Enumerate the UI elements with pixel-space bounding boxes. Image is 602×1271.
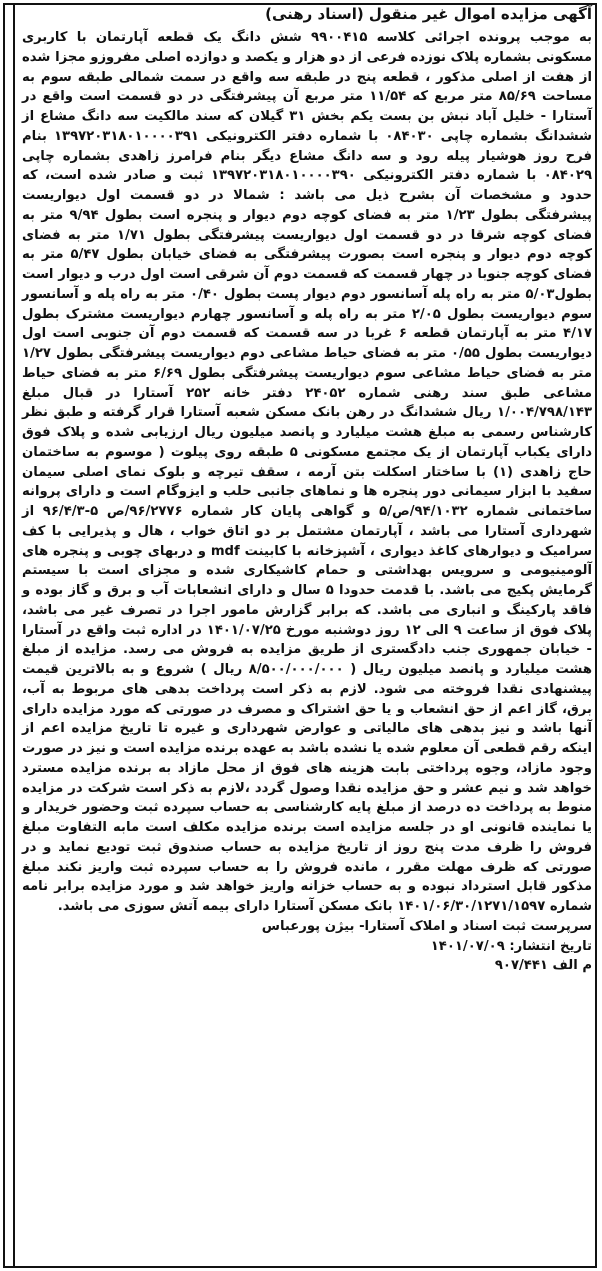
notice-publish-date: تاریخ انتشار: ۱۴۰۱/۰۷/۰۹ — [430, 938, 592, 954]
notice-body: به موجب پرونده اجرائی کلاسه ۹۹۰۰۴۱۵ شش دانگ یک قطعه آپارتمان با کاربری مسکونی بشماره پلاک نوزده فرعی از دو هزار و یکصد و دوازده اصلی مفروزو مجزا شده از هفت از اصلی مذکور ، قطعه پنج در طبقه سه واقع در سمت شمالی طبقه سوم به مساحت ۸۵/۶۹ متر مربع که ۱۱/۵۴ متر مربع آن پیشرفتگی در دو قسمت است واقع در آستارا - خلیل آباد نبش بن بست یکم بخش ۳۱ گیلان که سند مالکیت سه دانگ مشاع از ششدانگ بشماره چاپی ۰۸۴۰۳۰ با شماره دفتر الکترونیکی ۱۳۹۷۲۰۳۱۸۰۱۰۰۰۰۳۹۱ بنام فرح روز هوشیار پیله رود و سه دانگ مشاع دیگر بنام فرامرز زاهدی بشماره چاپی ۰۸۴۰۲۹ با شماره دفتر الکترونیکی ۱۳۹۷۲۰۳۱۸۰۱۰۰۰۰۳۹۰ ثبت و صادر شده است، که حدود و مشخصات آن بشرح ذیل می باشد : شمالا در دو قسمت اول دیواریست پیشرفتگی بطول ۱/۲۳ متر به فضای کوچه دوم دیوار و پنجره است بطول ۹/۹۴ متر به فضای کوچه شرقا در دو قسمت اول دیواریست پیشرفتگی بطول ۱/۷۱ متر به فضای کوچه دوم دیوار و پنجره است بصورت پیشرفتگی به فضای خیابان بطول ۵/۴۷ متر به فضای کوچه جنوبا در چهار قسمت که قسمت دوم آن شرقی است اول درب و دیوار است بطول۵/۰۳ متر به راه پله آسانسور دوم دیوار پست بطول ۰/۴۰ متر به راه پله و آسانسور سوم دیواریست بطول ۲/۰۵ متر به راه پله و آسانسور چهارم دیواریست مشترک بطول ۴/۱۷ متر به آپارتمان قطعه ۶ غربا در سه قسمت که قسمت دوم آن جنوبی است اول دیواریست بطول ۰/۵۵ متر به فضای حیاط مشاعی دوم دیواریست پیشرفتگی بطول ۱/۲۷ متر به فضای حیاط مشاعی سوم دیواریست پیشرفتگی بطول ۶/۶۹ متر به فضای حیاط مشاعی طبق سند رهنی شماره ۲۴۰۵۲ دفتر خانه ۲۵۲ آستارا در قبال مبلغ ۱/۰۰۴/۷۹۸/۱۴۳ ریال ششدانگ در رهن بانک مسکن شعبه آستارا قرار گرفته و طبق نظر کارشناس رسمی به مبلغ هشت میلیارد و پانصد میلیون ریال ارزیابی شده و پلاک فوق دارای یکباب آپارتمان از یک مجتمع مسکونی ۵ طبقه روی پیلوت ( موسوم به ساختمان حاج زاهدی (۱) با ساختار اسکلت بتن آرمه ، سقف تیرچه و بلوک نمای اصلی سیمان سفید با ابزار سیمانی دور پنجره ها و نماهای جانبی حلب و ایزوگام است و دارای پروانه ساختمانی شماره ۹۴/۱۰۳۲/ص/۵ و گواهی پایان کار شماره ۹۶/۲۷۷۶/ص ۵-۹۶/۴/۳ از شهرداری آستارا می باشد ، آپارتمان مشتمل بر دو اتاق خواب ، هال و پذیرایی با کف سرامیک و دیوارهای کاغذ دیواری ، آشپزخانه با کابینت mdf و دربهای چوبی و پنجره های آلومینیومی و سرویس بهداشتی و حمام کاشیکاری شده و مجزای است با سیستم گرمایش پکیج می باشد. با قدمت حدودا ۵ سال و دارای انشعابات آب و برق و گاز بوده و فاقد پارکینگ و انباری می باشد. که برابر گزارش مامور اجرا در تصرف غیر می باشد، پلاک فوق از ساعت ۹ الی ۱۲ روز دوشنبه مورخ ۱۴۰۱/۰۷/۲۵ در اداره ثبت واقع در آستارا - خیابان جمهوری جنب دادگستری از طریق مزایده به فروش می رسد. مزایده از مبلغ هشت میلیارد و پانصد میلیون ریال ( ۸/۵۰۰/۰۰۰/۰۰۰ ریال ) شروع و به بالاترین قیمت پیشنهادی نقدا فروخته می شود. لازم به ذکر است پرداخت بدهی های مربوط به آب، برق، گاز اعم از حق انشعاب و یا حق اشتراک و مصرف در صورتی که مورد مزایده دارای آنها باشد و نیز بدهی های مالیاتی و عوارض شهرداری و غیره تا تاریخ مزایده اعم از اینکه رقم قطعی آن معلوم شده یا نشده باشد به عهده برنده مزایده است و نیز در صورت وجود مازاد، وجوه پرداختی بابت هزینه های فوق از محل مازاد به برنده مزایده مسترد خواهد شد و نیم عشر و حق مزایده نقدا وصول گردد ،لازم به ذکر است شرکت در مزایده منوط به پرداخت ده درصد از مبلغ پایه کارشناسی به حساب سپرده ثبت وحضور خریدار و یا نماینده قانونی او در جلسه مزایده است برنده مزایده مکلف است مابه التفاوت مبلغ فروش را ظرف مدت پنج روز از تاریخ مزایده به حساب صندوق ثبت تودیع نماید و در صورتی که ظرف مهلت مقرر ، مانده فروش را به حساب سپرده ثبت واریز نکند مبلغ مذکور قابل استرداد نبوده و به حساب خزانه واریز خواهد شد و مورد مزایده برابر نامه شماره ۱۴۰۱/۰۶/۳۰/۱۲۷۱/۱۵۹۷ بانک مسکن آستارا دارای بیمه آتش سوزی می باشد. — [22, 30, 593, 914]
notice-signature: سرپرست ثبت اسناد و املاک آستارا- بیژن پورعباس — [261, 918, 592, 934]
notice-title: آگهی مزایده اموال غیر منقول (اسناد رهنی) — [265, 5, 592, 23]
notice-left-rule — [3, 3, 15, 1268]
auction-notice — [22, 4, 592, 976]
notice-reference: م الف ۹۰۷/۴۴۱ — [494, 958, 592, 974]
